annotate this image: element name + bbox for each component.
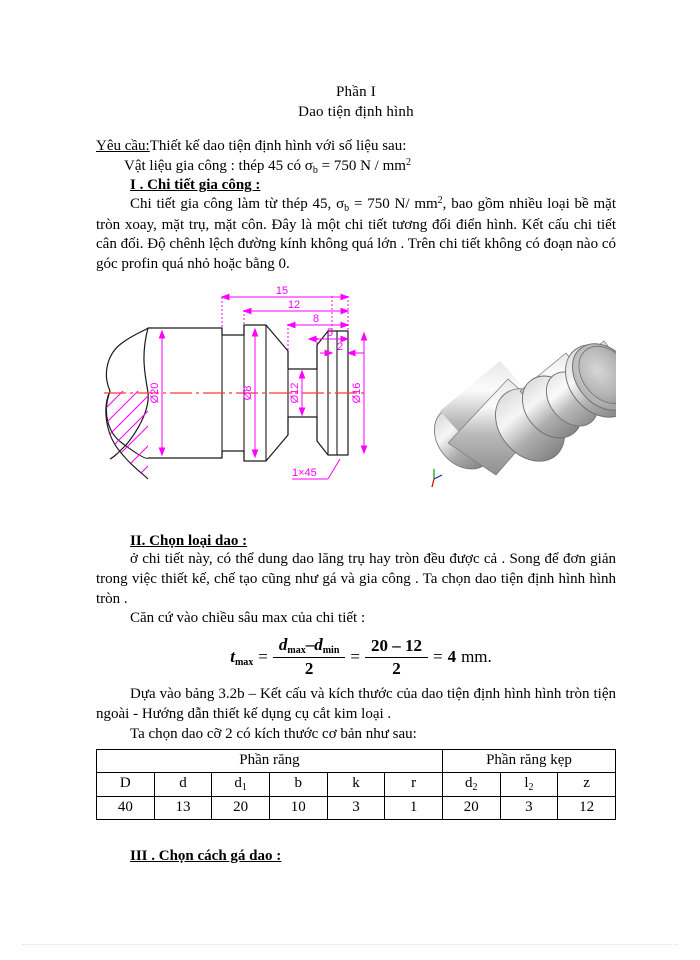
paragraph-1-superscript: 2 xyxy=(437,195,443,207)
sigma-subscript: b xyxy=(344,203,350,215)
section-1-heading: I . Chi tiết gia công : xyxy=(130,177,261,194)
part-3d-model xyxy=(422,331,616,487)
document-title-block xyxy=(96,82,616,123)
diameter-label-8: Ø8 xyxy=(242,385,254,401)
paragraph-4-text: Dựa vào bảng 3.2b – Kết cấu và kích thước của dao tiện định hình hình tròn tiện ngoài - Hướng dẫn thiết kế dụng cụ cắt kim loại . xyxy=(96,686,616,723)
coordinate-triad-icon xyxy=(432,469,442,487)
chamfer-note-leader xyxy=(292,459,340,479)
section-2-heading: II. Chọn loại dao : xyxy=(130,533,248,550)
section-3-heading-wrap xyxy=(96,848,616,865)
requirement-text: Thiết kế dao tiện định hình với số liệu sau: xyxy=(149,137,407,154)
minus-sign: – xyxy=(305,635,315,655)
dimension-label-5: 5 xyxy=(326,327,334,340)
tool-dimensions-table xyxy=(96,749,616,820)
formula-numerator-2: 20 – 12 xyxy=(365,636,428,658)
paragraph-1-text-a: Chi tiết gia công làm từ thép 45, xyxy=(130,196,337,213)
dimension-15 xyxy=(222,285,348,300)
dimension-label-2: 2 xyxy=(336,341,344,354)
table-group-header-teeth: Phần răng xyxy=(97,749,443,772)
formula-lhs xyxy=(230,647,253,668)
material-text-a: Vật liệu gia công : thép 45 có xyxy=(124,158,305,175)
requirement-label: Yêu cầu: xyxy=(96,137,150,154)
d-max-subscript: max xyxy=(287,645,306,657)
formula-equals-1: = xyxy=(258,647,268,667)
column-symbol: r xyxy=(411,774,417,791)
table-group-header-clamp: Phần răng kẹp xyxy=(442,749,615,772)
paragraph-1 xyxy=(96,194,616,275)
diameter-label-20: Ø20 xyxy=(149,382,161,404)
paragraph-2-text: ở chi tiết này, có thể dung dao lăng trụ hay tròn đều được cả . Song để đơn giản trong việc thiết kế, chế tạo cũng như gá và gia công . Ta chọn dao tiện định hình hình tròn . xyxy=(96,551,616,607)
formula-fraction-1 xyxy=(273,635,346,679)
material-text-b: = 750 N / mm xyxy=(317,158,406,175)
page-title: Phần I xyxy=(336,84,376,100)
column-symbol: d xyxy=(234,774,242,791)
d-min-variable: d xyxy=(314,635,323,655)
table-column-header-b xyxy=(269,772,327,796)
table-column-header-D xyxy=(97,772,155,796)
table-column-header-d xyxy=(154,772,212,796)
paragraph-5 xyxy=(96,725,616,745)
column-symbol: d xyxy=(465,774,473,791)
diameter-label-12: Ø12 xyxy=(289,382,301,404)
formula-lhs-variable: t xyxy=(230,646,235,666)
table-cell-D: 40 xyxy=(97,796,155,819)
material-line xyxy=(96,156,616,177)
dimension-label-15: 15 xyxy=(275,285,289,298)
formula-denominator-2: 2 xyxy=(392,658,401,678)
formula-denominator-1: 2 xyxy=(304,659,314,679)
diameter-label-16: Ø16 xyxy=(351,382,363,404)
column-symbol: b xyxy=(294,774,303,791)
paragraph-1-text-c: , bao gồm nhiều loại bề mặt tròn xoay, mặt trụ, mặt côn. Đây là một chi tiết tương đối điển hình. Kết cấu chi tiết cân đối. Độ chênh lệch đường kính không quá lớn . Trên chi tiết không có đoạn nào có góc profin quá nhỏ hoặc bằng 0. xyxy=(96,196,617,273)
section-3-heading: III . Chọn cách gá dao : xyxy=(130,847,282,864)
dimension-8 xyxy=(288,313,348,328)
table-column-header-d2 xyxy=(442,772,500,796)
formula-unit: mm. xyxy=(461,647,492,667)
table-cell-d: 13 xyxy=(154,796,212,819)
table-cell-d2: 20 xyxy=(442,796,500,819)
footer-divider xyxy=(22,944,678,945)
paragraph-1-text-b: = 750 N/ mm xyxy=(349,196,438,213)
page-subtitle: Dao tiện định hình xyxy=(298,104,414,121)
table-column-header-row xyxy=(97,772,616,796)
column-subscript: 2 xyxy=(528,781,534,793)
table-column-header-k xyxy=(327,772,385,796)
formula-numerator-1 xyxy=(273,635,346,658)
table-column-header-r xyxy=(385,772,443,796)
table-cell-b: 10 xyxy=(269,796,327,819)
column-symbol: k xyxy=(352,774,360,791)
section-2-heading-wrap xyxy=(96,533,616,550)
section-1-heading-wrap xyxy=(96,177,616,194)
document-content xyxy=(96,82,616,865)
table-group-header-row xyxy=(97,749,616,772)
column-symbol: d xyxy=(179,774,187,791)
table-cell-l2: 3 xyxy=(500,796,558,819)
paragraph-2 xyxy=(96,550,616,609)
formula-equals-2: = xyxy=(350,647,360,667)
table-column-header-z xyxy=(558,772,616,796)
depth-formula xyxy=(96,635,616,679)
sigma-subscript: b xyxy=(312,165,318,177)
formula-lhs-subscript: max xyxy=(234,656,254,668)
paragraph-5-text: Ta chọn dao cỡ 2 có kích thước cơ bản như sau: xyxy=(130,725,417,742)
requirement-line xyxy=(96,137,616,157)
sigma-symbol: σ xyxy=(304,158,313,175)
formula-fraction-2 xyxy=(365,636,428,679)
column-symbol: D xyxy=(119,774,131,791)
table-cell-d1: 20 xyxy=(212,796,270,819)
part-section-view xyxy=(96,325,364,508)
column-symbol: l xyxy=(524,774,529,791)
column-subscript: 2 xyxy=(472,781,478,793)
table-cell-r: 1 xyxy=(385,796,443,819)
table-cell-k: 3 xyxy=(327,796,385,819)
table-cell-z: 12 xyxy=(558,796,616,819)
formula-equals-3: = xyxy=(432,647,443,667)
dimension-label-12: 12 xyxy=(287,299,301,312)
material-superscript: 2 xyxy=(405,157,411,169)
paragraph-4 xyxy=(96,685,616,725)
paragraph-3-text: Căn cứ vào chiều sâu max của chi tiết : xyxy=(130,610,366,627)
d-max-variable: d xyxy=(278,635,288,655)
column-symbol: z xyxy=(583,774,590,791)
table-column-header-d1 xyxy=(212,772,270,796)
column-subscript: 1 xyxy=(241,781,247,793)
paragraph-3 xyxy=(96,609,616,629)
d-min-subscript: min xyxy=(322,645,340,657)
table-row xyxy=(97,796,616,819)
technical-drawing-figure xyxy=(96,283,616,533)
dimension-label-8: 8 xyxy=(312,313,320,326)
chamfer-note-label: 1×45 xyxy=(292,467,317,480)
sigma-symbol: σ xyxy=(336,196,345,213)
formula-result: 4 xyxy=(447,647,457,667)
table-column-header-l2 xyxy=(500,772,558,796)
